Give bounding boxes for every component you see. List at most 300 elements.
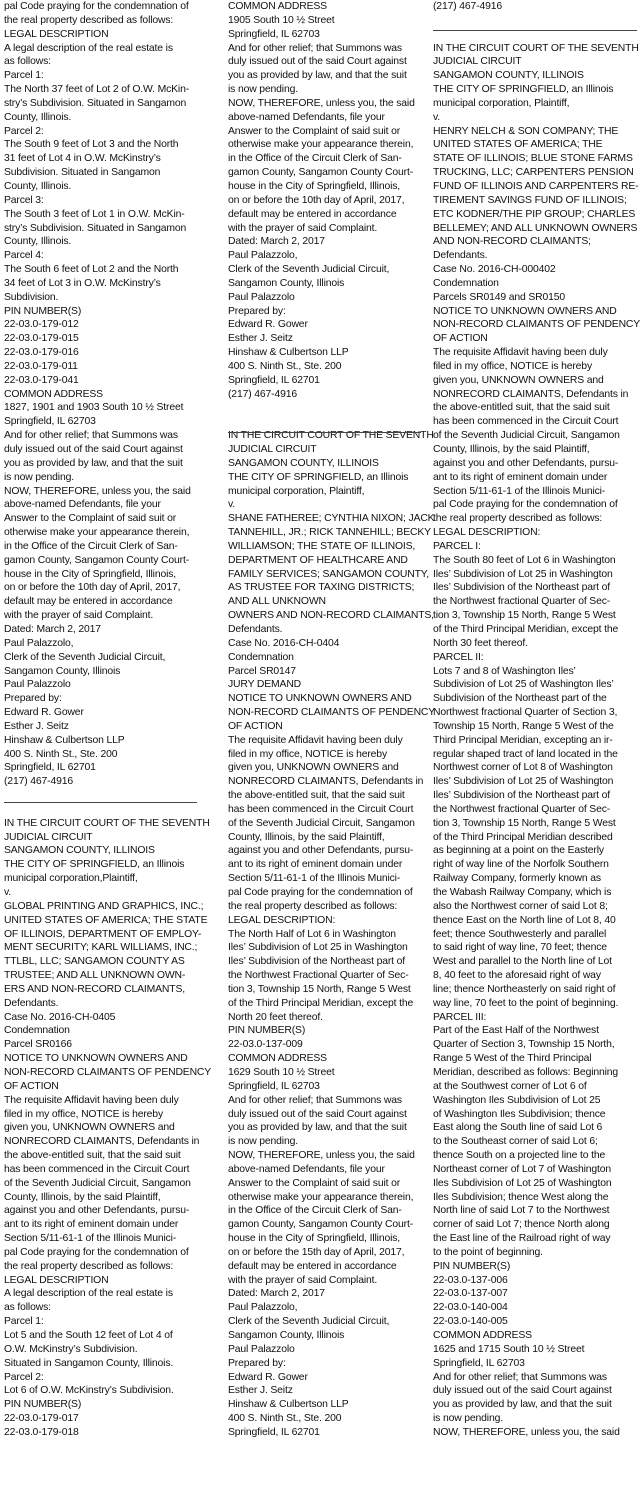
text-line: on or before the 15th day of April, 2017,	[228, 1246, 405, 1258]
text-line: Dated: March 2, 2017	[228, 236, 325, 248]
text-line: Springfield, IL 62703	[228, 1080, 320, 1092]
text-line: THE CITY OF SPRINGFIELD, an Illinois	[228, 471, 409, 483]
text-line: Edward R. Gower	[228, 1371, 308, 1383]
text-line: has been commenced in the Circuit Court	[433, 416, 619, 428]
text-line: municipal corporation, Plaintiff,	[433, 97, 570, 109]
text-line: Esther J. Seitz	[228, 333, 293, 345]
text-line: COMMON ADDRESS	[4, 388, 103, 400]
text-line: Sangamon County, Illinois	[228, 1330, 345, 1341]
text-line: pal Code praying for the condemnation of	[4, 1246, 189, 1258]
text-line: Case No. 2016-CH-0404	[228, 637, 340, 649]
text-line: has been commenced in the Circuit Court	[4, 1163, 190, 1175]
text-line: PARCEL I:	[433, 540, 481, 552]
text-line: with the prayer of said Complaint.	[228, 1274, 378, 1286]
text-line: gamon County, Sangamon County Court-	[228, 167, 414, 179]
text-line: on or before the 10th day of April, 2017,	[228, 194, 405, 206]
text-line: OF ACTION	[433, 333, 488, 345]
text-line: also the Northwest corner of said Lot 8;	[433, 900, 608, 912]
text-line: the real property described as follows:	[433, 513, 603, 525]
text-line: NOW, THEREFORE, unless you, the said	[228, 97, 415, 109]
text-line: Iles’ Subdivision of the Northeast part of	[433, 790, 610, 802]
text-line: duly issued out of the said Court against	[228, 56, 407, 68]
text-line: v.	[433, 111, 441, 123]
text-line: Sangamon County, Illinois	[4, 665, 121, 677]
text-line: (217) 467-4916	[433, 1, 502, 12]
text-line: SHANE FATHEREE; CYNTHIA NIXON; JACK	[228, 513, 435, 525]
text-line: default may be entered in accordance	[4, 596, 173, 608]
text-line: The South 3 feet of Lot 1 in O.W. McKin-	[4, 208, 185, 220]
text-line: has been commenced in the Circuit Court	[228, 803, 414, 815]
text-line: you as provided by law, and that the suit	[4, 457, 183, 469]
text-line: the Wabash Railway Company, which is	[433, 887, 612, 898]
text-line: otherwise make your appearance therein,	[4, 527, 190, 539]
text-line: (217) 467-4916	[4, 776, 73, 788]
text-line: thence South on a projected line to the	[433, 1150, 606, 1162]
text-line: OF ACTION	[4, 1080, 59, 1092]
text-line: Esther J. Seitz	[228, 1385, 293, 1397]
text-line: BELLEMEY; AND ALL UNKNOWN OWNERS	[433, 222, 638, 234]
text-line: COMMON ADDRESS	[433, 1330, 532, 1341]
column-3	[433, 0, 641, 1440]
text-line: Parcel 3:	[4, 194, 44, 206]
text-line: JUDICIAL CIRCUIT	[4, 831, 93, 843]
text-line: otherwise make your appearance therein,	[228, 1191, 414, 1203]
text-line: County, Illinois, by the said Plaintiff,	[228, 831, 385, 843]
text-line: 8, 40 feet to the aforesaid right of way	[433, 970, 601, 982]
text-line: And for other relief; that Summons was	[4, 430, 178, 442]
text-line: Iles’ Subdivision of the Northeast part of	[228, 956, 405, 968]
text-line: Parcel 1:	[4, 70, 44, 82]
text-line: 1625 and 1715 South 10 ½ Street	[433, 1343, 585, 1355]
text-line: pal Code praying for the condemnation of	[433, 499, 618, 511]
text-line: Dated: March 2, 2017	[228, 1288, 325, 1300]
text-line: Springfield, IL 62701	[4, 762, 96, 774]
text-line: AND NON-RECORD CLAIMANTS;	[433, 236, 591, 248]
text-line: Sangamon County, Illinois	[228, 277, 345, 289]
text-line: duly issued out of the said Court against	[228, 1108, 407, 1120]
text-line	[228, 415, 428, 429]
text-line: Section 5/11-61-1 of the Illinois Munici-	[433, 485, 606, 497]
text-line: Defendants.	[4, 997, 59, 1009]
text-line: NOW, THEREFORE, unless you, the said	[433, 1426, 620, 1438]
text-line: Clerk of the Seventh Judicial Circuit,	[4, 651, 166, 663]
text-line: Case No. 2016-CH-000402	[433, 264, 556, 276]
text-line: County, Illinois.	[4, 236, 72, 248]
text-line: 22-03.0-179-018	[4, 1426, 79, 1438]
text-line: filed in my office, NOTICE is hereby	[433, 360, 592, 372]
text-line: North 30 feet thereof.	[433, 637, 528, 649]
text-line: Railway Company, formerly known as	[433, 873, 601, 885]
text-line: Third Principal Meridian, excepting an ir-	[433, 734, 613, 746]
text-line: tion 3, Township 15 North, Range 5 West	[228, 983, 411, 995]
text-line: given you, UNKNOWN OWNERS and	[433, 374, 604, 386]
text-line: v.	[228, 499, 236, 511]
text-line: Defendants.	[228, 623, 283, 635]
text-line: the real property described as follows:	[228, 900, 398, 912]
text-line: County, Illinois.	[4, 111, 72, 123]
text-line: 22-03.0-179-015	[4, 333, 79, 345]
text-line: 34 feet of Lot 3 in O.W. McKinstry’s	[4, 277, 161, 289]
text-line: UNITED STATES OF AMERICA; THE STATE	[4, 914, 208, 926]
text-line: duly issued out of the said Court against	[433, 1385, 612, 1397]
text-line: Part of the East Half of the Northwest	[433, 1025, 599, 1037]
notice-divider	[433, 30, 637, 31]
text-line: in the Office of the Circuit Clerk of San-	[228, 153, 402, 165]
text-line: 22-03.0-137-007	[433, 1288, 508, 1300]
text-line: LEGAL DESCRIPTION:	[228, 914, 336, 926]
text-line: tion 3, Township 15 North, Range 5 West	[433, 817, 616, 829]
text-line: given you, UNKNOWN OWNERS and	[4, 1122, 175, 1134]
text-line: The South 6 feet of Lot 2 and the North	[4, 264, 179, 276]
text-line: stry’s Subdivision. Situated in Sangamon	[4, 222, 187, 234]
text-line: stry’s Subdivision. Situated in Sangamon	[4, 97, 187, 109]
text-line: Range 5 West of the Third Principal	[433, 1053, 592, 1065]
text-line: The requisite Affidavit having been duly	[228, 734, 403, 746]
text-line: Paul Palazzolo,	[228, 250, 298, 262]
text-line: to the point of beginning.	[433, 1246, 543, 1258]
text-line: above-named Defendants, file your	[4, 499, 161, 511]
text-line: Defendants.	[433, 250, 488, 262]
text-line: NOTICE TO UNKNOWN OWNERS AND	[4, 1053, 188, 1065]
text-line: The North 37 feet of Lot 2 of O.W. McKin-	[4, 84, 190, 96]
text-line: OWNERS AND NON-RECORD CLAIMANTS,	[228, 610, 434, 622]
text-line: MENT SECURITY; KARL WILLIAMS, INC.;	[4, 942, 198, 954]
text-line: 22-03.0-179-012	[4, 319, 79, 331]
text-line: is now pending.	[228, 1136, 298, 1148]
text-line: NON-RECORD CLAIMANTS OF PENDENCY	[4, 1066, 212, 1078]
text-line: SANGAMON COUNTY, ILLINOIS	[228, 457, 379, 469]
text-line: JURY DEMAND	[228, 679, 302, 691]
text-line: Subdivision of the Northeast part of the	[433, 693, 607, 705]
text-line: West and parallel to the North line of Lot	[433, 956, 612, 968]
text-line: 22-03.0-140-005	[433, 1316, 508, 1328]
text-line: Springfield, IL 62703	[228, 28, 320, 40]
text-line: Edward R. Gower	[4, 707, 84, 719]
text-line: Quarter of Section 3, Township 15 North,	[433, 1039, 615, 1051]
text-line: the East line of the Railroad right of way	[433, 1233, 611, 1245]
text-line: as follows:	[4, 56, 51, 68]
text-line: in the Office of the Circuit Clerk of San-	[4, 540, 178, 552]
text-line: COMMON ADDRESS	[228, 1, 327, 12]
text-line: house in the City of Springfield, Illinois,	[228, 1233, 401, 1245]
text-line: FAMILY SERVICES; SANGAMON COUNTY,	[228, 568, 429, 580]
text-line: Subdivision.	[4, 291, 59, 303]
text-line: TRUSTEE; AND ALL UNKNOWN OWN-	[4, 970, 186, 982]
text-line: GLOBAL PRINTING AND GRAPHICS, INC.;	[4, 900, 204, 912]
text-line: Springfield, IL 62703	[433, 1357, 525, 1369]
text-line: above-named Defendants, file your	[228, 1163, 385, 1175]
text-line: NOTICE TO UNKNOWN OWNERS AND	[433, 305, 617, 317]
text-line: And for other relief; that Summons was	[433, 1371, 607, 1383]
text-line: the above-entitled suit, that the said suit	[433, 402, 610, 414]
text-line: Iles’ Subdivision of Lot 25 in Washington	[433, 568, 613, 580]
text-line: right of way line of the Norfolk Southern	[433, 859, 609, 871]
text-line: Parcel SR0147	[228, 665, 296, 677]
text-line: Northeast corner of Lot 7 of Washington	[433, 1163, 612, 1175]
text-line: Iles’ Subdivision of Lot 25 of Washington	[433, 776, 614, 788]
text-line: filed in my office, NOTICE is hereby	[4, 1108, 163, 1120]
text-line: regular shaped tract of land located in the	[433, 748, 618, 760]
text-line: tion 3, Township 15 North, Range 5 West	[433, 610, 616, 622]
text-line: HENRY NELCH & SON COMPANY; THE	[433, 125, 619, 137]
text-line: 1629 South 10 ½ Street	[228, 1066, 335, 1078]
text-line	[4, 789, 204, 803]
text-line: Parcel 4:	[4, 250, 44, 262]
text-line: gamon County, Sangamon County Court-	[228, 1219, 414, 1231]
text-line	[228, 401, 428, 415]
text-line: Clerk of the Seventh Judicial Circuit,	[228, 1316, 390, 1328]
text-line: against you and other Defendants, pursu-	[433, 457, 619, 469]
text-line: 22-03.0-179-011	[4, 360, 78, 372]
text-line: in the Office of the Circuit Clerk of San-	[228, 1205, 402, 1217]
text-line: Paul Palazzolo	[4, 679, 71, 691]
text-line: Answer to the Complaint of said suit or	[228, 125, 401, 137]
text-line: NONRECORD CLAIMANTS, Defendants in	[433, 388, 629, 400]
text-line: house in the City of Springfield, Illinois,	[4, 568, 177, 580]
text-line: WILLIAMSON; THE STATE OF ILLINOIS,	[228, 540, 416, 552]
text-line: Paul Palazzolo	[228, 1343, 295, 1355]
text-line: house in the City of Springfield, Illinois,	[228, 180, 401, 192]
text-line: Paul Palazzolo,	[228, 1302, 298, 1314]
text-line: East along the South line of said Lot 6	[433, 1122, 603, 1134]
text-line: the Northwest fractional Quarter of Sec-	[433, 803, 611, 815]
text-line: Lot 5 and the South 12 feet of Lot 4 of	[4, 1330, 173, 1341]
text-line: of the Third Principal Meridian described	[433, 831, 613, 843]
text-line: of Washington Iles Subdivision; thence	[433, 1108, 606, 1120]
text-line: duly issued out of the said Court against	[4, 444, 183, 455]
text-line: feet; thence Southwesterly and parallel	[433, 928, 607, 940]
text-line: ant to its right of eminent domain under	[4, 1219, 179, 1231]
text-line: you as provided by law, and that the suit	[433, 1399, 612, 1411]
text-line: Prepared by:	[228, 1357, 286, 1369]
text-line: 22-03.0-179-041	[4, 374, 79, 386]
text-line: default may be entered in accordance	[228, 208, 397, 220]
text-line: The requisite Affidavit having been duly	[433, 347, 608, 359]
text-line: on or before the 10th day of April, 2017,	[4, 582, 181, 594]
text-line: JUDICIAL CIRCUIT	[228, 444, 317, 455]
text-line: PIN NUMBER(S)	[433, 1260, 511, 1272]
text-line: The requisite Affidavit having been duly	[4, 1094, 179, 1106]
text-line: 400 S. Ninth St., Ste. 200	[228, 360, 342, 372]
text-line: Iles Subdivision; thence West along the	[433, 1191, 609, 1203]
text-line: IN THE CIRCUIT COURT OF THE SEVENTH	[228, 430, 434, 442]
text-line: NOW, THEREFORE, unless you, the said	[4, 485, 191, 497]
text-line: Section 5/11-61-1 of the Illinois Munici-	[228, 873, 401, 885]
text-line: ETC KODNER/THE PIP GROUP; CHARLES	[433, 208, 636, 220]
text-line: given you, UNKNOWN OWNERS and	[228, 762, 399, 774]
text-line: SANGAMON COUNTY, ILLINOIS	[4, 845, 155, 857]
text-line: THE CITY OF SPRINGFIELD, an Illinois	[433, 84, 614, 96]
text-line: The South 9 feet of Lot 3 and the North	[4, 139, 179, 151]
text-line: North line of said Lot 7 to the Northwest	[433, 1205, 610, 1217]
text-line: 400 S. Ninth St., Ste. 200	[4, 748, 118, 760]
text-line: Iles’ Subdivision of Lot 25 in Washington	[228, 942, 408, 954]
text-line: AS TRUSTEE FOR TAXING DISTRICTS;	[228, 582, 415, 594]
text-line: NOW, THEREFORE, unless you, the said	[228, 1150, 415, 1162]
text-line: IN THE CIRCUIT COURT OF THE SEVENTH	[433, 42, 639, 54]
text-line: the above-entitled suit, that the said suit	[4, 1150, 181, 1162]
text-line: AND ALL UNKNOWN	[228, 596, 326, 608]
text-line: LEGAL DESCRIPTION	[4, 28, 109, 40]
text-line: NOTICE TO UNKNOWN OWNERS AND	[228, 693, 412, 705]
text-line: Lot 6 of O.W. McKinstry’s Subdivision.	[4, 1385, 174, 1397]
text-line: Northwest corner of Lot 8 of Washington	[433, 762, 613, 774]
text-line: ERS AND NON-RECORD CLAIMANTS,	[4, 983, 185, 995]
text-line: UNITED STATES OF AMERICA; THE	[433, 139, 603, 151]
text-line: of the Third Principal Meridian, except the	[228, 997, 414, 1009]
text-line: the real property described as follows:	[4, 1260, 174, 1272]
text-line: Condemnation	[433, 277, 499, 289]
text-line: ant to its right of eminent domain under	[228, 859, 403, 871]
text-line: Paul Palazzolo,	[4, 637, 74, 649]
text-line: with the prayer of said Complaint.	[228, 222, 378, 234]
text-line: with the prayer of said Complaint.	[4, 610, 154, 622]
text-line: Hinshaw & Culbertson LLP	[228, 1399, 349, 1411]
text-line: the Northwest fractional Quarter of Sec-	[433, 596, 611, 608]
text-line: is now pending.	[4, 471, 74, 483]
text-line: O.W. McKinstry’s Subdivision.	[4, 1343, 138, 1355]
text-line: Edward R. Gower	[228, 319, 308, 331]
text-line: line; thence Northeasterly on said right of	[433, 983, 616, 995]
text-line: thence East on the North line of Lot 8, 40	[433, 914, 616, 926]
text-line: v.	[4, 887, 12, 898]
text-line: TIREMENT SAVINGS FUND OF ILLINOIS;	[433, 194, 627, 206]
text-line: And for other relief; that Summons was	[228, 1094, 402, 1106]
text-line: Parcels SR0149 and SR0150	[433, 291, 565, 303]
text-line: The South 80 feet of Lot 6 in Washington	[433, 554, 616, 566]
text-line: Parcel SR0166	[4, 1039, 72, 1051]
text-line: Iles’ Subdivision of the Northeast part of	[433, 582, 610, 594]
text-line	[4, 803, 204, 817]
text-line: Clerk of the Seventh Judicial Circuit,	[228, 264, 390, 276]
text-line: TANNEHILL, JR.; RICK TANNEHILL; BECKY	[228, 527, 431, 539]
text-line: SANGAMON COUNTY, ILLINOIS	[433, 70, 584, 82]
text-line: NONRECORD CLAIMANTS, Defendants in	[4, 1136, 200, 1148]
text-line: FUND OF ILLINOIS AND CARPENTERS RE-	[433, 180, 639, 192]
text-line: PIN NUMBER(S)	[4, 305, 82, 317]
text-line: at the Southwest corner of Lot 6 of	[433, 1080, 587, 1092]
text-line: way line, 70 feet to the point of beginning.	[433, 997, 619, 1009]
text-line: municipal corporation,Plaintiff,	[4, 873, 138, 885]
text-line: Answer to the Complaint of said suit or	[4, 513, 177, 525]
text-line: 1905 South 10 ½ Street	[228, 14, 335, 26]
text-line: IN THE CIRCUIT COURT OF THE SEVENTH	[4, 817, 210, 829]
text-line: is now pending.	[228, 84, 298, 96]
text-line: Iles Subdivision of Lot 25 of Washington	[433, 1177, 612, 1189]
text-line: of the Seventh Judicial Circuit, Sangamon	[228, 817, 415, 829]
text-line: 400 S. Ninth St., Ste. 200	[228, 1413, 342, 1425]
text-line: DEPARTMENT OF HEALTHCARE AND	[228, 554, 408, 566]
text-line: PIN NUMBER(S)	[228, 1025, 306, 1037]
column-2	[228, 0, 436, 1440]
text-line: Hinshaw & Culbertson LLP	[4, 734, 125, 746]
text-line: Prepared by:	[4, 693, 62, 705]
text-line: NON-RECORD CLAIMANTS OF PENDENCY	[433, 319, 641, 331]
text-line: THE CITY OF SPRINGFIELD, an Illinois	[4, 859, 185, 871]
text-line: Condemnation	[4, 1025, 70, 1037]
text-line: is now pending.	[433, 1413, 503, 1425]
text-line: OF ILLINOIS, DEPARTMENT OF EMPLOY-	[4, 928, 202, 940]
text-line: TTLBL, LLC; SANGAMON COUNTY AS	[4, 956, 185, 968]
text-line: above-named Defendants, file your	[228, 111, 385, 123]
text-line: Condemnation	[228, 651, 294, 663]
text-line: Answer to the Complaint of said suit or	[228, 1177, 401, 1189]
text-line: A legal description of the real estate is	[4, 1288, 173, 1300]
text-line: PARCEL II:	[433, 651, 484, 663]
text-line: Hinshaw & Culbertson LLP	[228, 347, 349, 359]
text-line: The North Half of Lot 6 in Washington	[228, 928, 396, 940]
text-line: you as provided by law, and that the suit	[228, 70, 407, 82]
text-line: Meridian, described as follows: Beginning	[433, 1066, 619, 1078]
text-line: the Northwest Fractional Quarter of Sec-	[228, 970, 409, 982]
text-line: OF ACTION	[228, 720, 283, 732]
text-line: NONRECORD CLAIMANTS, Defendants in	[228, 776, 424, 788]
text-line: Case No. 2016-CH-0405	[4, 1011, 116, 1023]
text-line: LEGAL DESCRIPTION:	[433, 527, 541, 539]
text-line: pal Code praying for the condemnation of	[4, 1, 189, 12]
text-line: filed in my office, NOTICE is hereby	[228, 748, 387, 760]
text-line: Springfield, IL 62703	[4, 416, 96, 428]
notice-divider	[228, 432, 421, 433]
text-line: TRUCKING, LLC; CARPENTERS PENSION	[433, 167, 634, 179]
text-line: of the Third Principal Meridian, except the	[433, 623, 619, 635]
text-line: 22-03.0-137-009	[228, 1039, 303, 1051]
text-line: Springfield, IL 62701	[228, 374, 320, 386]
text-line: to the Southeast corner of said Lot 6;	[433, 1136, 598, 1148]
text-line: 22-03.0-179-017	[4, 1413, 79, 1425]
text-line: County, Illinois, by the said Plaintiff,	[433, 444, 590, 455]
text-line: against you and other Defendants, pursu-	[4, 1205, 190, 1217]
text-line: And for other relief; that Summons was	[228, 42, 402, 54]
text-line: Esther J. Seitz	[4, 720, 69, 732]
text-line: Prepared by:	[228, 305, 286, 317]
text-line: the above-entitled suit, that the said suit	[228, 790, 405, 802]
text-line: County, Illinois.	[4, 180, 72, 192]
text-line: as follows:	[4, 1302, 51, 1314]
text-line: LEGAL DESCRIPTION	[4, 1274, 109, 1286]
text-line: Parcel 2:	[4, 1371, 44, 1383]
text-line: default may be entered in accordance	[228, 1260, 397, 1272]
text-line: North 20 feet thereof.	[228, 1011, 323, 1023]
text-line: to said right of way line, 70 feet; thence	[433, 942, 607, 954]
text-line: 22-03.0-140-004	[433, 1302, 508, 1314]
text-line: Township 15 North, Range 5 West of the	[433, 720, 614, 732]
text-line: ant to its right of eminent domain under	[433, 471, 608, 483]
text-line: Dated: March 2, 2017	[4, 623, 101, 635]
text-line: JUDICIAL CIRCUIT	[433, 56, 522, 68]
text-line: Paul Palazzolo	[228, 291, 295, 303]
text-line	[433, 14, 641, 28]
text-line: Parcel 2:	[4, 125, 44, 137]
text-line: COMMON ADDRESS	[228, 1053, 327, 1065]
text-line: (217) 467-4916	[228, 388, 297, 400]
text-line: PIN NUMBER(S)	[4, 1399, 82, 1411]
text-line: otherwise make your appearance therein,	[228, 139, 414, 151]
text-line: as beginning at a point on the Easterly	[433, 845, 604, 857]
text-line: County, Illinois, by the said Plaintiff,	[4, 1191, 161, 1203]
text-line: 22-03.0-179-016	[4, 347, 79, 359]
text-line: corner of said Lot 7; thence North along	[433, 1219, 610, 1231]
text-line: municipal corporation, Plaintiff,	[228, 485, 365, 497]
text-line: of the Seventh Judicial Circuit, Sangamon	[4, 1177, 191, 1189]
text-line: PARCEL III:	[433, 1011, 487, 1023]
text-line: gamon County, Sangamon County Court-	[4, 554, 190, 566]
text-line: Subdivision of Lot 25 of Washington Iles’	[433, 679, 614, 691]
text-line: Lots 7 and 8 of Washington Iles’	[433, 665, 576, 677]
column-1	[4, 0, 212, 1440]
text-line: NON-RECORD CLAIMANTS OF PENDENCY	[228, 707, 436, 719]
text-line: Northwest fractional Quarter of Section 3,	[433, 707, 618, 719]
